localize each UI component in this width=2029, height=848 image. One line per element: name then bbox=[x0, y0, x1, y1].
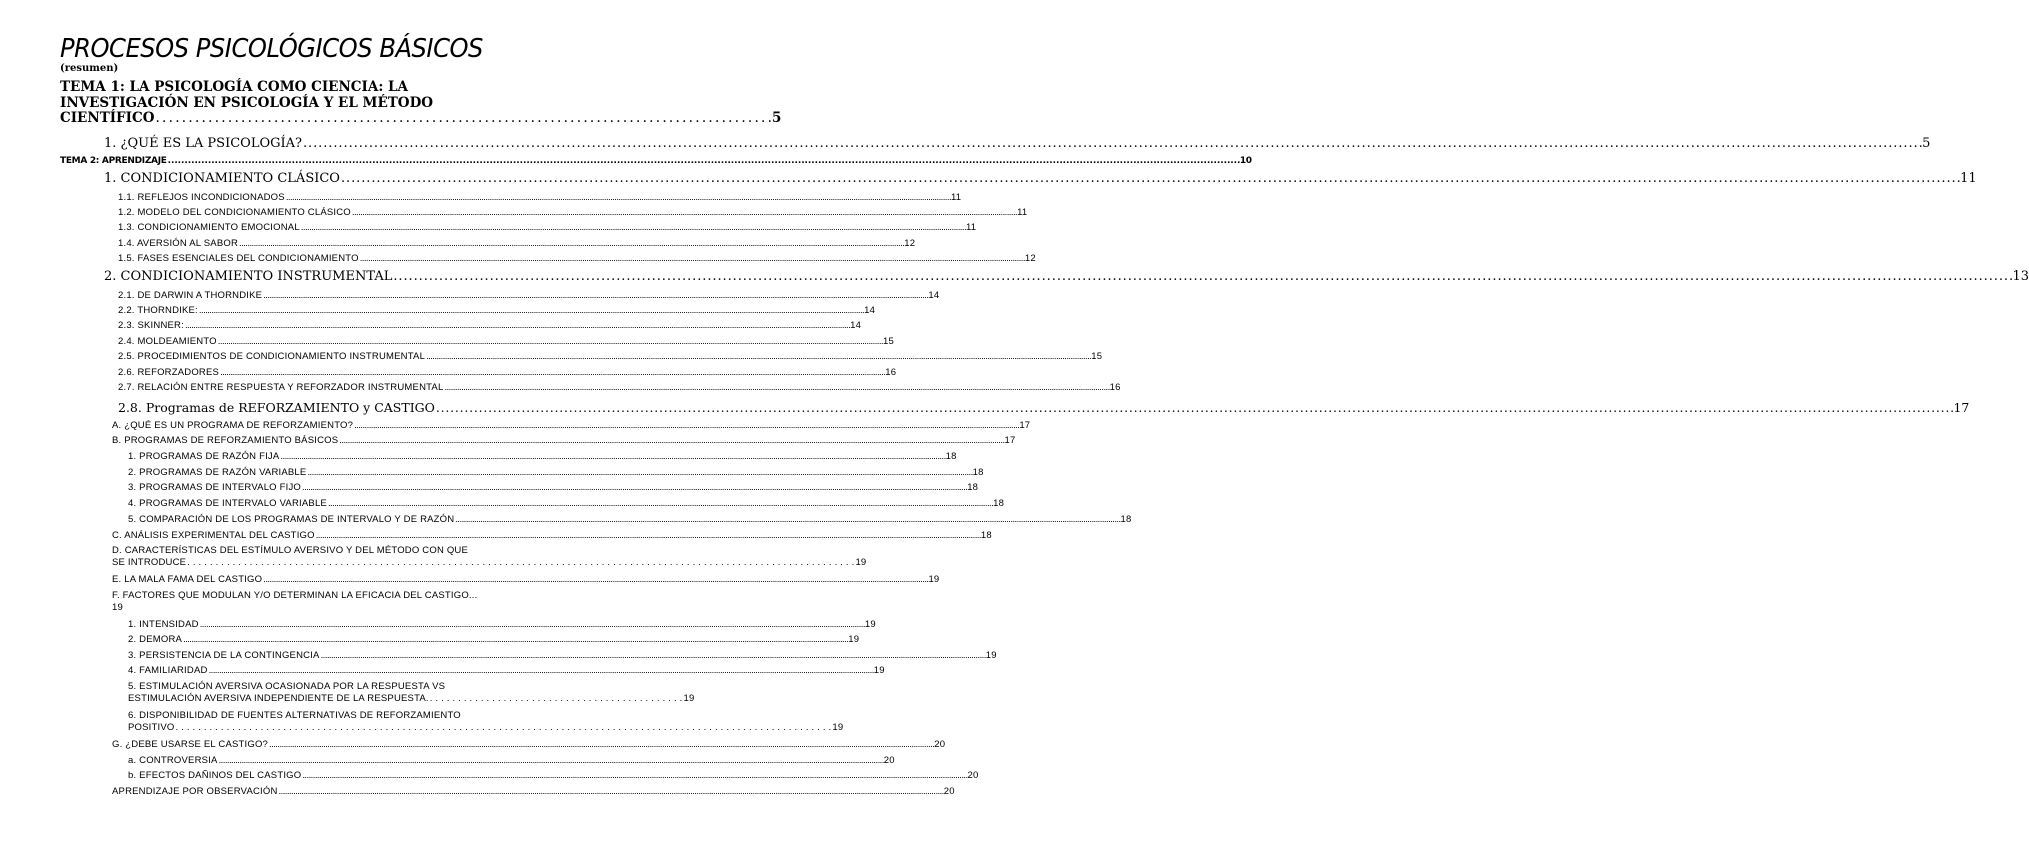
toc-entry-f1[interactable]: 1. INTENSIDAD . . . 19 bbox=[128, 619, 528, 632]
document-subtitle: (resumen) bbox=[60, 63, 119, 74]
toc-entry-2-6[interactable]: 2.6. REFORZADORES . . . 16 bbox=[118, 367, 528, 380]
toc-entry-1-5[interactable]: 1.5. FASES ESENCIALES DEL CONDICIONAMIENTO . . . 12 bbox=[118, 253, 528, 266]
toc-entry-2-8[interactable]: 2.8. Programas de REFORZAMIENTO y CASTIGO . . . 17 bbox=[118, 400, 528, 417]
toc-entry-ga[interactable]: a. CONTROVERSIA . . . 20 bbox=[128, 755, 528, 768]
toc-entry-tema2[interactable]: TEMA 2: APRENDIZAJE . . . 10 bbox=[60, 156, 528, 168]
tema1-page: 5 bbox=[771, 110, 782, 126]
toc-entry-gb[interactable]: b. EFECTOS DAÑINOS DEL CASTIGO . . . 20 bbox=[128, 770, 528, 783]
toc-entry-condicionamiento-instrumental[interactable]: 2. CONDICIONAMIENTO INSTRUMENTAL . . . 13 bbox=[104, 269, 528, 287]
toc-entry-b4[interactable]: 4. PROGRAMAS DE INTERVALO VARIABLE . . . 18 bbox=[128, 498, 528, 511]
toc-entry-2-1[interactable]: 2.1. DE DARWIN A THORNDIKE . . . 14 bbox=[118, 290, 528, 303]
toc-entry-2-5[interactable]: 2.5. PROCEDIMIENTOS DE CONDICIONAMIENTO INSTRUMENTAL . . . 15 bbox=[118, 351, 528, 364]
toc-entry-b5[interactable]: 5. COMPARACIÓN DE LOS PROGRAMAS DE INTERVALO Y DE RAZÓN . . . 18 bbox=[128, 514, 528, 527]
leader-dots: . . . . . . . . . . . . . . . . . . . . . . . . . . . . . . . . . . . . . . . . . . . . . . . . . . . . . . . . . . . . . . . . . . . . . . . . . . . . . . . . . . . . . . . . . . . . . . bbox=[155, 110, 771, 126]
toc-entry-condicionamiento-clasico[interactable]: 1. CONDICIONAMIENTO CLÁSICO . . . 11 bbox=[104, 171, 528, 189]
toc-entry-b1[interactable]: 1. PROGRAMAS DE RAZÓN FIJA . . . 18 bbox=[128, 451, 528, 464]
toc-entry-2-4[interactable]: 2.4. MOLDEAMIENTO . . . 15 bbox=[118, 336, 528, 349]
toc-entry-f6[interactable]: 6. DISPONIBILIDAD DE FUENTES ALTERNATIVAS DE REFORZAMIENTO POSITIVO . . . . . . . . . . . . . . . . . . . . . . . . . . . . . . . . . . . . . . . . . . . . . . . . . . . . . . . . . . . . . . . . . . . . . . . . . . . . . . . . . . . . . . . . . . . . . . . . . . . . . . . . . . . . . . . . . . . . 19 bbox=[128, 710, 844, 733]
tema1-line2: INVESTIGACIÓN EN PSICOLOGÍA Y EL MÉTODO bbox=[60, 94, 434, 111]
toc-entry-1-4[interactable]: 1.4. AVERSIÓN AL SABOR . . . 12 bbox=[118, 238, 528, 251]
toc-entry-b2[interactable]: 2. PROGRAMAS DE RAZÓN VARIABLE . . . 18 bbox=[128, 467, 528, 480]
toc-entry-a[interactable]: A. ¿QUÉ ES UN PROGRAMA DE REFORZAMIENTO? . . . 17 bbox=[112, 420, 528, 433]
toc-entry-2-3[interactable]: 2.3. SKINNER: . . . 14 bbox=[118, 320, 528, 333]
toc-tema1-heading[interactable] bbox=[60, 79, 782, 127]
toc-entry-2-2[interactable]: 2.2. THORNDIKE: . . . 14 bbox=[118, 305, 528, 318]
toc-entry-2-7[interactable]: 2.7. RELACIÓN ENTRE RESPUESTA Y REFORZADOR INSTRUMENTAL . . . 16 bbox=[118, 382, 528, 395]
toc-entry-c[interactable]: C. ANÁLISIS EXPERIMENTAL DEL CASTIGO . . . 18 bbox=[112, 530, 528, 543]
toc-entry-d[interactable]: D. CARACTERÍSTICAS DEL ESTÍMULO AVERSIVO Y DEL MÉTODO CON QUE SE INTRODUCE . . . . . . . . . . . . . . . . . . . . . . . . . . . . . . . . . . . . . . . . . . . . . . . . . . . . . . . . . . . . . . . . . . . . . . . . . . . . . . . . . . . . . . . . . . . . . . . . . . . . . . . . . . . . . . . . . . . . . . 19 bbox=[112, 545, 867, 568]
toc-entry-e[interactable]: E. LA MALA FAMA DEL CASTIGO . . . 19 bbox=[112, 574, 528, 587]
toc-entry-1-2[interactable]: 1.2. MODELO DEL CONDICIONAMIENTO CLÁSICO . . . 11 bbox=[118, 207, 528, 220]
toc-entry-aprendizaje-observacion[interactable]: APRENDIZAJE POR OBSERVACIÓN . . . 20 bbox=[112, 786, 528, 799]
toc-entry-b[interactable]: B. PROGRAMAS DE REFORZAMIENTO BÁSICOS . . . 17 bbox=[112, 435, 528, 448]
toc-entry-f2[interactable]: 2. DEMORA . . . 19 bbox=[128, 634, 528, 647]
toc-entry-f5[interactable]: 5. ESTIMULACIÓN AVERSIVA OCASIONADA POR LA RESPUESTA VS ESTIMULACIÓN AVERSIVA INDEPENDIENTE DE LA RESPUESTA. . . . . . . . . . . . . . . . . . . . . . . . . . . . . . . . . . . . . . . . . . . . . . 19 bbox=[128, 681, 695, 704]
toc-entry-f[interactable]: F. FACTORES QUE MODULAN Y/O DETERMINAN LA EFICACIA DEL CASTIGO... 19 bbox=[112, 590, 478, 613]
toc-entry-f3[interactable]: 3. PERSISTENCIA DE LA CONTINGENCIA . . . 19 bbox=[128, 650, 528, 663]
tema1-line1: TEMA 1: LA PSICOLOGÍA COMO CIENCIA: LA bbox=[60, 79, 408, 95]
toc-entry-b3[interactable]: 3. PROGRAMAS DE INTERVALO FIJO . . . 18 bbox=[128, 482, 528, 495]
toc-entry-que-es-psicologia[interactable]: 1. ¿QUÉ ES LA PSICOLOGÍA? . . . 5 bbox=[104, 136, 528, 154]
toc-entry-1-3[interactable]: 1.3. CONDICIONAMIENTO EMOCIONAL . . . 11 bbox=[118, 222, 528, 235]
toc-entry-g[interactable]: G. ¿DEBE USARSE EL CASTIGO? . . . 20 bbox=[112, 739, 528, 752]
tema1-line3: CIENTÍFICO bbox=[60, 110, 155, 126]
document-title: PROCESOS PSICOLÓGICOS BÁSICOS bbox=[60, 34, 483, 64]
toc-entry-1-1[interactable]: 1.1. REFLEJOS INCONDICIONADOS . . . 11 bbox=[118, 192, 528, 205]
toc-entry-f4[interactable]: 4. FAMILIARIDAD . . . 19 bbox=[128, 665, 528, 678]
